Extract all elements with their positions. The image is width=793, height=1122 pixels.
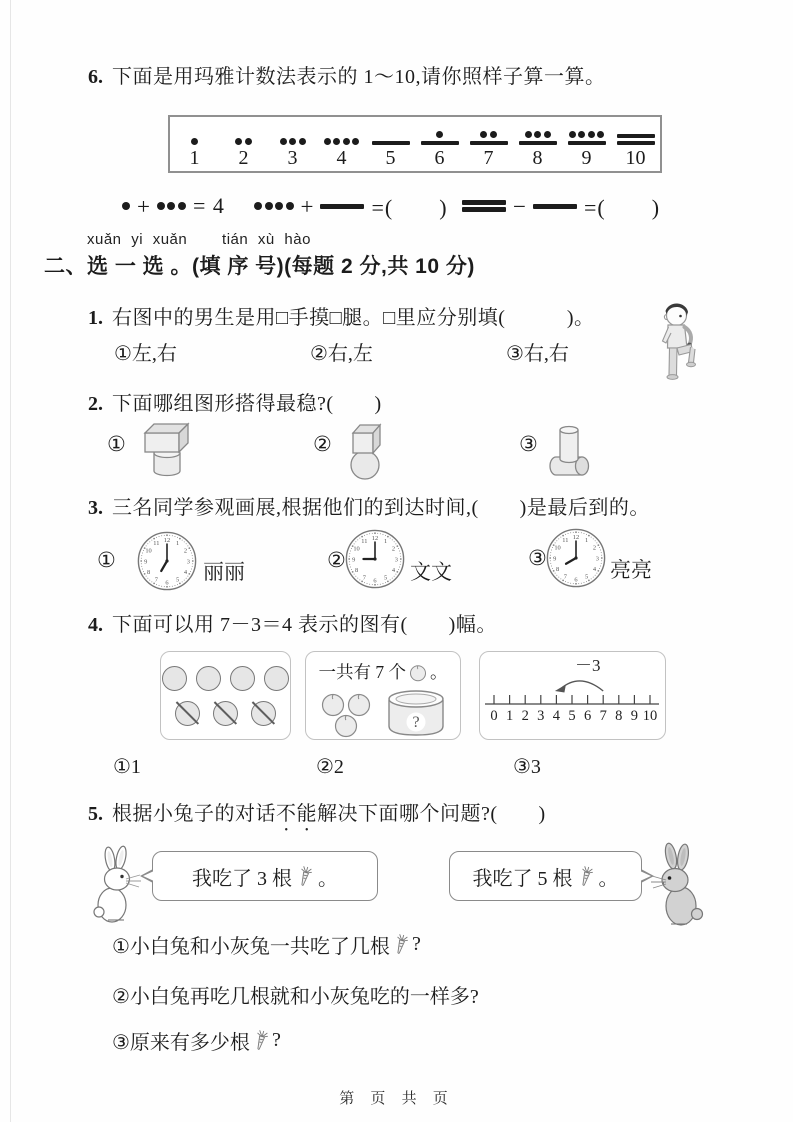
question-1	[88, 301, 595, 330]
question-2-text: 下面哪组图形搭得最稳?( )	[112, 393, 382, 415]
section-pinyin: xuǎn yi xuǎn tián xù hào	[87, 231, 311, 248]
circle	[230, 666, 255, 691]
svg-text:3: 3	[394, 556, 398, 564]
svg-text:3: 3	[595, 555, 599, 563]
bubble-2-text: 我吃了 5 根	[472, 867, 573, 890]
question-5-number: 5.	[88, 803, 103, 825]
svg-text:12: 12	[572, 534, 580, 541]
q5-sub-question-1	[112, 930, 421, 959]
maya-table-cell	[366, 117, 415, 171]
operator: +	[137, 193, 150, 219]
crossed-circle	[213, 701, 238, 726]
maya-numeral-glyph	[122, 202, 130, 210]
svg-text:10: 10	[554, 544, 561, 552]
svg-text:1: 1	[176, 539, 180, 547]
svg-text:9: 9	[553, 555, 557, 563]
page-edge-line	[10, 0, 11, 1122]
svg-text:6: 6	[165, 579, 169, 587]
number-line	[483, 660, 662, 732]
maya-table-cell	[611, 117, 660, 171]
q3-mark-2: ②	[327, 548, 346, 572]
q5-text-post: 解决下面哪个问题?( )	[317, 803, 546, 825]
maya-numeral-glyph	[372, 123, 410, 145]
maya-number-label: 2	[238, 147, 249, 169]
svg-text:8: 8	[354, 566, 359, 574]
svg-text:2: 2	[391, 545, 396, 553]
clock-8-oclock	[546, 528, 606, 588]
maya-number-label: 8	[532, 147, 543, 169]
bubble-2-end: 。	[598, 867, 619, 890]
maya-number-label: 9	[581, 147, 592, 169]
svg-text:1: 1	[505, 707, 514, 724]
maya-numeral-glyph	[254, 202, 294, 210]
q4-option-1: ①1	[113, 756, 141, 778]
equation-result: =( )	[371, 194, 448, 220]
svg-text:6: 6	[583, 707, 592, 724]
cube-on-sphere-image	[346, 419, 384, 481]
maya-table-cell	[562, 117, 611, 171]
maya-equation	[122, 191, 225, 221]
svg-text:5: 5	[568, 707, 576, 724]
maya-equation	[462, 191, 660, 221]
q4-picture-circles	[160, 651, 291, 740]
question-6	[88, 60, 606, 89]
peaches-caption-end: 。	[430, 662, 448, 682]
peach-image	[408, 662, 428, 682]
clock-9-oclock	[345, 529, 405, 589]
circle	[162, 666, 187, 691]
jar-question-mark: ?	[412, 714, 420, 731]
boy-touching-leg-image	[646, 296, 706, 384]
maya-number-label: 4	[336, 147, 347, 169]
svg-text:5: 5	[384, 574, 388, 582]
q3-mark-1: ①	[97, 548, 116, 572]
jar-with-question	[384, 687, 448, 739]
question-3-number: 3.	[88, 497, 103, 519]
white-rabbit-image	[90, 843, 146, 925]
circle	[264, 666, 289, 691]
q1-option-2: ②右,左	[310, 343, 373, 365]
maya-numeral-glyph	[519, 123, 557, 145]
question-5	[88, 797, 546, 836]
question-5-text	[112, 797, 546, 836]
svg-text:8: 8	[615, 707, 623, 724]
q4-option-2: ②2	[316, 756, 344, 778]
maya-numeral-glyph	[324, 123, 360, 145]
svg-text:1: 1	[585, 536, 589, 544]
maya-numeral-glyph	[470, 123, 508, 145]
carrot-icon	[252, 1029, 270, 1052]
carrot-icon	[392, 933, 410, 956]
svg-text:4: 4	[183, 568, 188, 576]
svg-text:1: 1	[384, 537, 388, 545]
gray-rabbit-image	[645, 840, 705, 930]
question-4	[88, 608, 497, 637]
svg-text:5: 5	[585, 573, 589, 581]
carrot-image	[252, 1029, 270, 1052]
q5-sub-question-2	[112, 980, 479, 1009]
crossed-circle	[175, 701, 200, 726]
question-3-text: 三名同学参观画展,根据他们的到达时间,( )是最后到的。	[112, 497, 650, 519]
svg-text:6: 6	[373, 577, 377, 585]
cylinder-on-cylinder-image	[548, 419, 594, 481]
svg-text:5: 5	[176, 576, 180, 584]
peaches-and-jar	[318, 687, 448, 739]
svg-text:10: 10	[353, 545, 360, 553]
question-4-text: 下面可以用 7－3＝4 表示的图有( )幅。	[112, 614, 497, 636]
maya-numeral-glyph	[235, 123, 252, 145]
three-peaches-image	[318, 693, 374, 739]
svg-text:－3: －3	[575, 659, 601, 675]
maya-table-cell	[268, 117, 317, 171]
maya-table-cell	[317, 117, 366, 171]
maya-number-label: 10	[625, 147, 646, 169]
maya-table-cell	[415, 117, 464, 171]
peaches-caption	[319, 659, 448, 684]
svg-text:7: 7	[154, 576, 158, 584]
clock-7-oclock	[137, 531, 197, 591]
q5-sub-3-text: ③原来有多少根	[112, 1032, 250, 1054]
q4-option-3: ③3	[513, 756, 541, 778]
maya-numeral-glyph	[280, 123, 306, 145]
bubble-1-text: 我吃了 3 根	[192, 867, 292, 890]
q3-name-lili: 丽丽	[203, 560, 245, 584]
svg-text:12: 12	[371, 535, 379, 542]
q2-mark-2: ②	[313, 432, 332, 456]
carrot-image	[577, 865, 595, 888]
peaches-caption-text: 一共有 7 个	[318, 662, 406, 682]
maya-numeral-glyph	[421, 123, 459, 145]
question-2	[88, 387, 382, 416]
maya-number-label: 7	[483, 147, 494, 169]
q4-picture-numberline	[479, 651, 666, 740]
operator: +	[300, 193, 314, 219]
maya-table-cell	[513, 117, 562, 171]
svg-text:7: 7	[362, 574, 366, 582]
q5-sub-1-tail: ?	[411, 933, 421, 955]
svg-text:4: 4	[552, 707, 561, 724]
equation-result: =( )	[583, 194, 661, 220]
svg-text:9: 9	[630, 707, 639, 724]
svg-text:8: 8	[555, 565, 560, 573]
svg-text:9: 9	[352, 556, 356, 564]
maya-numeral-glyph	[533, 204, 577, 209]
maya-numeral-glyph	[191, 123, 198, 145]
gray-rabbit-speech-bubble	[449, 851, 642, 901]
crossed-circle	[251, 701, 276, 726]
peach-icon	[408, 662, 428, 682]
maya-table-cell	[219, 117, 268, 171]
maya-number-label: 3	[287, 147, 298, 169]
equation-result: = 4	[192, 193, 225, 218]
maya-numeral-glyph	[462, 200, 506, 213]
question-1-text: 右图中的男生是用□手摸□腿。□里应分别填( )。	[112, 307, 595, 329]
carrot-icon	[577, 865, 595, 888]
q3-mark-3: ③	[528, 546, 547, 570]
question-4-number: 4.	[88, 614, 103, 636]
question-2-number: 2.	[88, 393, 103, 415]
question-1-number: 1.	[88, 307, 103, 329]
circles-row-plain	[162, 666, 289, 691]
svg-text:7: 7	[563, 573, 567, 581]
page-footer: 第 页 共 页	[339, 1090, 454, 1107]
svg-text:11: 11	[361, 537, 368, 545]
svg-text:9: 9	[144, 558, 148, 566]
q2-mark-3: ③	[519, 432, 538, 456]
svg-text:4: 4	[592, 565, 597, 573]
maya-number-label: 1	[189, 147, 200, 169]
svg-text:8: 8	[146, 568, 151, 576]
bubble-1-end: 。	[318, 867, 338, 890]
question-3	[88, 491, 650, 520]
maya-number-table	[168, 115, 662, 173]
q1-option-1: ①左,右	[114, 343, 177, 365]
svg-text:7: 7	[599, 707, 607, 724]
section-2-title: 二、选 一 选 。(填 序 号)(每题 2 分,共 10 分)	[44, 255, 475, 278]
maya-numeral-glyph	[157, 202, 186, 210]
maya-table-cell	[170, 117, 219, 171]
svg-text:11: 11	[562, 536, 569, 544]
question-6-text: 下面是用玛雅计数法表示的 1～10,请你照样子算一算。	[112, 66, 606, 88]
q5-sub-2-text: ②小白兔再吃几根就和小灰兔吃的一样多?	[112, 986, 479, 1008]
svg-text:3: 3	[186, 558, 190, 566]
svg-text:10: 10	[642, 707, 658, 724]
q4-picture-peaches-jar	[305, 651, 461, 740]
maya-numeral-glyph	[617, 123, 655, 145]
question-6-number: 6.	[88, 66, 103, 88]
svg-text:6: 6	[574, 576, 578, 584]
maya-number-label: 6	[434, 147, 445, 169]
svg-text:10: 10	[145, 547, 152, 555]
carrot-image	[296, 865, 314, 888]
circles-row-crossed	[175, 701, 276, 726]
maya-number-label: 5	[385, 147, 396, 169]
carrot-image	[392, 933, 410, 956]
carrot-icon	[296, 865, 314, 888]
q2-mark-1: ①	[107, 432, 126, 456]
svg-text:2: 2	[521, 707, 529, 724]
q5-sub-question-3	[112, 1026, 281, 1055]
maya-numeral-glyph	[568, 123, 606, 145]
svg-text:2: 2	[183, 547, 188, 555]
operator: −	[513, 193, 526, 219]
svg-text:3: 3	[537, 707, 545, 724]
svg-text:2: 2	[592, 544, 597, 552]
circle	[196, 666, 221, 691]
q3-name-wenwen: 文文	[410, 560, 452, 584]
maya-table-cell	[464, 117, 513, 171]
cuboid-on-cylinder-image	[142, 417, 194, 481]
maya-numeral-glyph	[320, 204, 364, 209]
q5-sub-3-tail: ?	[271, 1029, 281, 1051]
q5-sub-1-text: ①小白兔和小灰兔一共吃了几根	[112, 936, 390, 958]
svg-text:12: 12	[163, 537, 171, 544]
svg-text:0: 0	[490, 707, 498, 724]
q3-name-liangliang: 亮亮	[610, 558, 652, 582]
maya-equation	[254, 191, 448, 221]
svg-text:4: 4	[391, 566, 396, 574]
q1-option-3: ③右,右	[506, 343, 569, 365]
q5-text-emphasized: 不能	[276, 803, 317, 825]
q5-text-pre: 根据小兔子的对话	[112, 803, 276, 825]
white-rabbit-speech-bubble	[152, 851, 378, 901]
svg-text:11: 11	[153, 539, 160, 547]
